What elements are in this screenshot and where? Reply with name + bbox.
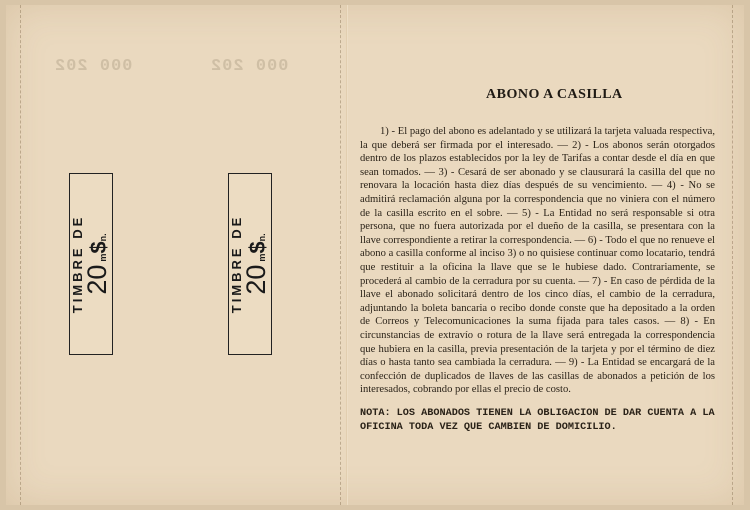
peso-sign-icon: $ [245, 241, 270, 254]
stamp-label: TIMBRE DE [229, 214, 244, 314]
perforation-line [20, 5, 21, 505]
peso-sign-icon: $ [86, 241, 111, 254]
stamp-value [84, 233, 111, 294]
stamp-label: TIMBRE DE [70, 214, 85, 314]
perforation-line [340, 5, 341, 505]
stamp-amount: 20 [82, 264, 112, 295]
stamp-unit-sub: n. [257, 233, 267, 242]
timbre-stamp-left [69, 173, 113, 355]
timbre-stamp-right [228, 173, 272, 355]
center-fold [346, 5, 348, 505]
document-title: ABONO A CASILLA [486, 87, 623, 102]
postal-card-sheet [6, 5, 744, 505]
nota-notice: NOTA: LOS ABONADOS TIENEN LA OBLIGACION DE DAR CUENTA A LA OFICINA TODA VEZ QUE CAMBIEN DE DOMICILIO. [360, 408, 715, 433]
regulations-text: 1) - El pago del abono es adelantado y se utilizará la tarjeta valuada respectiva, la que deberá ser firmada por el interesado. — 2) - Los abonos serán otorgados dentro de los plazos establecidos por la ley de Tarifas a contar desde el día en que sean tomados. — 3) - Cesará de ser abonado y se clausurará la casilla del que no renovara la locación hasta diez días después de su vencimiento. — 4) - No se admitirá reclamación alguna por la correspondencia que no viniera con el número de la casilla escrito en el sobre. — 5) - La Entidad no será responsable si otra persona, que no fuera autorizada por el dueño de la casilla, se presentara con la llave correspondiente a retirar la correspondencia. — 6) - Todo el que no renueve el abono a casilla conforme al inciso 3) o no quisiese continuar como locatario, tendrá que restituir a la oficina la llave que se le hubiese dado. Contrariamente, se procederá al cambio de la cerradura por su cuenta. — 7) - En caso de pérdida de la llave el abonado solicitará dentro de los cinco días, el cambio de la cerradura, adjuntando la boleta bancaria o recibo donde conste que ha depositado a la orden de Correos y Telecomunicaciones la suma fijada para tales casos. — 8) - En circunstancias de extravío o rotura de la llave será entregada la correspondencia que hubiera en la casilla, previa presentación de la tarjeta y por el término de diez días o hasta tanto sea cambiada la cerradura. — 9) - La Entidad se encargará de la confección de duplicados de llaves de las casillas de abonados a petición de los interesados, cobrando por ellas el precio de costo. [360, 126, 715, 396]
stamp-unit-sup: m [98, 253, 108, 262]
perforation-line [732, 5, 733, 505]
stamp-unit-sub: n. [98, 233, 108, 242]
stamp-unit-sup: m [257, 253, 267, 262]
stamp-amount: 20 [241, 264, 271, 295]
bleed-through-number: 000 202 [210, 57, 289, 76]
bleed-through-number: 000 202 [54, 57, 133, 76]
stamp-value [243, 233, 270, 294]
